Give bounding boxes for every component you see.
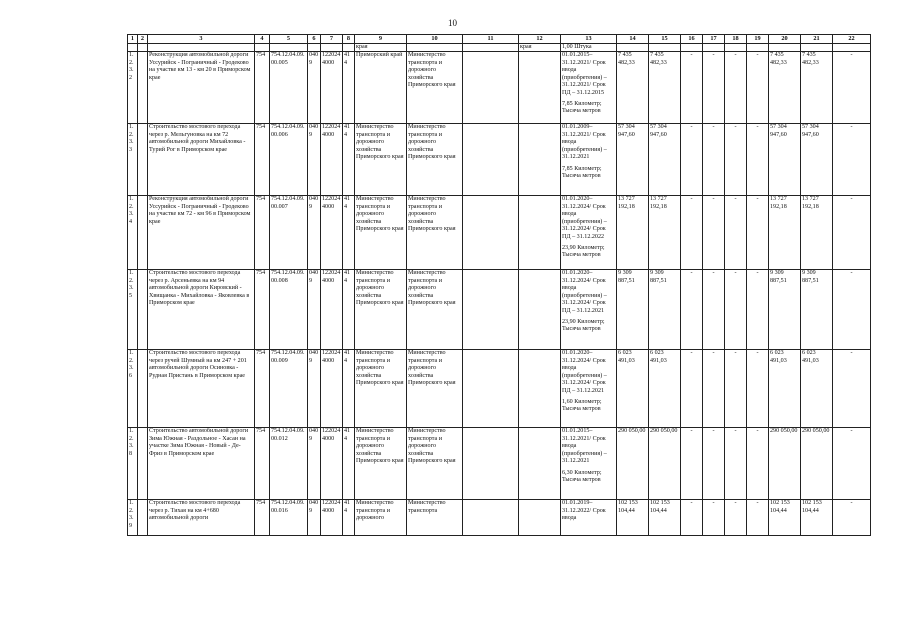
dates-capacity-cell xyxy=(561,428,617,500)
expense-type-code: 414 xyxy=(343,270,355,350)
column-header: 16 xyxy=(681,35,703,44)
row-number: 1.2.3.6 xyxy=(128,350,138,428)
target-article-code: 754.12.04.09.00.005 xyxy=(270,52,308,124)
column-header: 17 xyxy=(703,35,725,44)
carry-capacity: 1,00 Штука xyxy=(561,44,617,52)
object-name: Строительство мостового перехода через ручей Шумный на км 247 + 201 автомобильной дороги Осиновка - Рудная Пристань в Приморском крае xyxy=(148,350,255,428)
customer-name: Министерство транспорта и дорожного хозяйства Приморского края xyxy=(355,124,407,196)
customer-name: Приморский край xyxy=(355,52,407,124)
year-amount: 13 727 192,18 xyxy=(801,196,833,270)
row-number: 1.2.3.4 xyxy=(128,196,138,270)
empty-cell xyxy=(463,196,519,270)
column-header: 18 xyxy=(725,35,747,44)
total-amount: 57 304 947,60 xyxy=(769,124,801,196)
column-header: 9 xyxy=(355,35,407,44)
empty-amount: - xyxy=(725,428,747,500)
empty-amount: - xyxy=(833,428,871,500)
expense-type-code: 414 xyxy=(343,124,355,196)
empty-amount: - xyxy=(681,196,703,270)
empty-amount: - xyxy=(747,428,769,500)
empty-amount: - xyxy=(681,428,703,500)
expense-type-code: 414 xyxy=(343,350,355,428)
column-header: 4 xyxy=(255,35,270,44)
empty-amount: - xyxy=(703,428,725,500)
implementation-dates: 01.01.2019–31.12.2022/ Срок ввода xyxy=(562,500,606,522)
estimated-cost: 57 304 947,60 xyxy=(617,124,649,196)
row-number-spill xyxy=(138,428,148,500)
row-number: 1.2.3.9 xyxy=(128,500,138,536)
row-number: 1.2.3.2 xyxy=(128,52,138,124)
capacity-value: 23,90 Километр; Тысяча метров xyxy=(562,244,605,259)
empty-amount: - xyxy=(747,500,769,536)
row-number-spill xyxy=(138,500,148,536)
row-number: 1.2.3.5 xyxy=(128,270,138,350)
total-amount: 290 050,00 xyxy=(769,428,801,500)
customer-name: Министерство транспорта и дорожного хозяйства Приморского края xyxy=(355,350,407,428)
column-header: 5 xyxy=(270,35,308,44)
empty-amount: - xyxy=(725,350,747,428)
column-header: 19 xyxy=(747,35,769,44)
page-number: 10 xyxy=(448,18,457,28)
object-name: Строительство мостового перехода через р. Арсеньевка на км 94 автомобильной дороги Кировский - Хвищанка - Михайловка - Яковлевка в Приморском крае xyxy=(148,270,255,350)
total-amount: 102 153 104,44 xyxy=(769,500,801,536)
empty-cell xyxy=(463,52,519,124)
empty-cell xyxy=(519,124,561,196)
customer-name: Министерство транспорта и дорожного хозяйства Приморского края xyxy=(355,196,407,270)
section-code: 0409 xyxy=(308,500,321,536)
grbs-code: 754 xyxy=(255,270,270,350)
classifier-code: 1220244000 xyxy=(321,350,343,428)
total-amount: 7 435 482,33 xyxy=(769,52,801,124)
object-name: Реконструкция автомобильной дороги Уссурийск - Пограничный - Гродеково на участке км 13 - км 20 в Приморском крае xyxy=(148,52,255,124)
developer-name: Министерство транспорта и дорожного хозяйства Приморского края xyxy=(407,270,463,350)
column-header: 11 xyxy=(463,35,519,44)
table-row xyxy=(128,52,871,124)
empty-cell xyxy=(463,350,519,428)
customer-name: Министерство транспорта и дорожного xyxy=(355,500,407,536)
funding-amount: 6 023 491,03 xyxy=(649,350,681,428)
object-name: Строительство мостового перехода через р. Тихая на км 4+680 автомобильной дороги xyxy=(148,500,255,536)
developer-name: Министерство транспорта и дорожного хозяйства Приморского края xyxy=(407,196,463,270)
year-amount: 57 304 947,60 xyxy=(801,124,833,196)
implementation-dates: 01.01.2015–31.12.2021/ Срок ввода (приобретения) – 31.12.2021 xyxy=(562,428,607,465)
column-header: 6 xyxy=(308,35,321,44)
expense-type-code: 414 xyxy=(343,52,355,124)
row-number-spill xyxy=(138,124,148,196)
empty-cell xyxy=(463,270,519,350)
total-amount: 6 023 491,03 xyxy=(769,350,801,428)
classifier-code: 1220244000 xyxy=(321,270,343,350)
grbs-code: 754 xyxy=(255,196,270,270)
table-row xyxy=(128,270,871,350)
implementation-dates: 01.01.2020–31.12.2024/ Срок ввода (приобретения) – 31.12.2024/ Срок ПД – 31.12.2021 xyxy=(562,350,607,394)
row-number-spill xyxy=(138,270,148,350)
dates-capacity-cell xyxy=(561,52,617,124)
customer-name: Министерство транспорта и дорожного хозяйства Приморского края xyxy=(355,428,407,500)
implementation-dates: 01.01.2020–31.12.2024/ Срок ввода (приобретения) – 31.12.2024/ Срок ПД – 31.12.2021 xyxy=(562,270,607,314)
target-article-code: 754.12.04.09.00.008 xyxy=(270,270,308,350)
funding-amount: 57 304 947,60 xyxy=(649,124,681,196)
empty-amount: - xyxy=(833,270,871,350)
capacity-value: 23,90 Километр; Тысяча метров xyxy=(562,318,605,333)
estimated-cost: 102 153 104,44 xyxy=(617,500,649,536)
column-header: 2 xyxy=(138,35,148,44)
dates-capacity-cell xyxy=(561,270,617,350)
column-header: 3 xyxy=(148,35,255,44)
funding-amount: 9 309 887,51 xyxy=(649,270,681,350)
capacity-value: 6,30 Километр; Тысяча метров xyxy=(562,469,602,483)
funding-amount: 13 727 192,18 xyxy=(649,196,681,270)
empty-amount: - xyxy=(703,270,725,350)
classifier-code: 1220244000 xyxy=(321,124,343,196)
dates-capacity-cell xyxy=(561,124,617,196)
column-header: 15 xyxy=(649,35,681,44)
empty-amount: - xyxy=(703,500,725,536)
row-number: 1.2.3.8 xyxy=(128,428,138,500)
target-article-code: 754.12.04.09.00.009 xyxy=(270,350,308,428)
row-number-spill xyxy=(138,196,148,270)
empty-amount: - xyxy=(833,500,871,536)
year-amount: 7 435 482,33 xyxy=(801,52,833,124)
estimated-cost: 290 050,00 xyxy=(617,428,649,500)
classifier-code: 1220244000 xyxy=(321,196,343,270)
section-code: 0409 xyxy=(308,196,321,270)
empty-amount: - xyxy=(703,52,725,124)
total-amount: 9 309 887,51 xyxy=(769,270,801,350)
year-amount: 6 023 491,03 xyxy=(801,350,833,428)
empty-amount: - xyxy=(747,270,769,350)
column-header: 22 xyxy=(833,35,871,44)
implementation-dates: 01.01.2009–31.12.2021/ Срок ввода (приобретения) – 31.12.2021 xyxy=(562,124,607,161)
year-amount: 290 050,00 xyxy=(801,428,833,500)
capacity-value: 7,85 Километр; Тысяча метров xyxy=(562,100,602,115)
classifier-code: 1220244000 xyxy=(321,500,343,536)
empty-amount: - xyxy=(681,500,703,536)
year-amount: 9 309 887,51 xyxy=(801,270,833,350)
empty-amount: - xyxy=(725,124,747,196)
object-name: Реконструкция автомобильной дороги Уссурийск - Пограничный - Гродеково на участке км 72 - км 96 в Приморском крае xyxy=(148,196,255,270)
empty-cell xyxy=(463,428,519,500)
expense-type-code: 414 xyxy=(343,196,355,270)
empty-cell xyxy=(519,270,561,350)
year-amount: 102 153 104,44 xyxy=(801,500,833,536)
funding-amount: 7 435 482,33 xyxy=(649,52,681,124)
table-row xyxy=(128,428,871,500)
column-header: 1 xyxy=(128,35,138,44)
classifier-code: 1220244000 xyxy=(321,428,343,500)
row-number-spill xyxy=(138,52,148,124)
empty-amount: - xyxy=(725,500,747,536)
section-code: 0409 xyxy=(308,52,321,124)
column-header: 12 xyxy=(519,35,561,44)
developer-name: Министерство транспорта и дорожного хозяйства Приморского края xyxy=(407,428,463,500)
developer-name: Министерство транспорта и дорожного хозяйства Приморского края xyxy=(407,350,463,428)
object-name: Строительство автомобильной дороги Зима Южная - Раздольное - Хасан на участке Зима Южная - Новый - Де-Фриз в Приморском крае xyxy=(148,428,255,500)
empty-cell xyxy=(519,500,561,536)
section-code: 0409 xyxy=(308,270,321,350)
estimated-cost: 6 023 491,03 xyxy=(617,350,649,428)
empty-amount: - xyxy=(833,124,871,196)
empty-cell xyxy=(463,500,519,536)
empty-amount: - xyxy=(681,270,703,350)
carry-over-row xyxy=(128,44,871,52)
customer-name: Министерство транспорта и дорожного хозяйства Приморского края xyxy=(355,270,407,350)
empty-amount: - xyxy=(725,270,747,350)
table-row xyxy=(128,350,871,428)
header-row xyxy=(128,35,871,44)
empty-amount: - xyxy=(747,124,769,196)
empty-cell xyxy=(519,52,561,124)
grbs-code: 754 xyxy=(255,52,270,124)
empty-amount: - xyxy=(747,350,769,428)
empty-amount: - xyxy=(703,350,725,428)
empty-amount: - xyxy=(681,124,703,196)
empty-cell xyxy=(463,124,519,196)
target-article-code: 754.12.04.09.00.012 xyxy=(270,428,308,500)
section-code: 0409 xyxy=(308,124,321,196)
grbs-code: 754 xyxy=(255,500,270,536)
implementation-dates: 01.01.2020–31.12.2024/ Срок ввода (приобретения) – 31.12.2024/ Срок ПД – 31.12.2022 xyxy=(562,196,607,240)
empty-amount: - xyxy=(747,52,769,124)
empty-cell xyxy=(519,428,561,500)
empty-amount: - xyxy=(725,52,747,124)
object-name: Строительство мостового перехода через р. Мельгуновка на км 72 автомобильной дороги Михайловка - Турий Рог в Приморском крае xyxy=(148,124,255,196)
column-header: 14 xyxy=(617,35,649,44)
total-amount: 13 727 192,18 xyxy=(769,196,801,270)
section-code: 0409 xyxy=(308,428,321,500)
column-header: 21 xyxy=(801,35,833,44)
developer-name: Министерство транспорта и дорожного хозяйства Приморского края xyxy=(407,124,463,196)
dates-capacity-cell xyxy=(561,350,617,428)
funding-amount: 290 050,00 xyxy=(649,428,681,500)
column-header: 13 xyxy=(561,35,617,44)
funding-amount: 102 153 104,44 xyxy=(649,500,681,536)
dates-capacity-cell xyxy=(561,196,617,270)
empty-amount: - xyxy=(703,124,725,196)
column-header: 10 xyxy=(407,35,463,44)
grbs-code: 754 xyxy=(255,124,270,196)
dates-capacity-cell xyxy=(561,500,617,536)
empty-amount: - xyxy=(833,350,871,428)
table-row xyxy=(128,196,871,270)
developer-name: Министерство транспорта xyxy=(407,500,463,536)
section-code: 0409 xyxy=(308,350,321,428)
empty-amount: - xyxy=(681,52,703,124)
empty-amount: - xyxy=(747,196,769,270)
implementation-dates: 01.01.2015–31.12.2021/ Срок ввода (приобретения) – 31.12.2021/ Срок ПД – 31.12.2015 xyxy=(562,52,607,96)
register-table xyxy=(127,34,871,536)
empty-amount: - xyxy=(833,52,871,124)
estimated-cost: 7 435 482,33 xyxy=(617,52,649,124)
empty-amount: - xyxy=(703,196,725,270)
column-header: 8 xyxy=(343,35,355,44)
estimated-cost: 9 309 887,51 xyxy=(617,270,649,350)
empty-amount: - xyxy=(833,196,871,270)
table-row xyxy=(128,124,871,196)
estimated-cost: 13 727 192,18 xyxy=(617,196,649,270)
capacity-value: 1,60 Километр; Тысяча метров xyxy=(562,398,602,413)
carry-region: края xyxy=(519,44,561,52)
capacity-value: 7,85 Километр; Тысяча метров xyxy=(562,165,602,179)
expense-type-code: 414 xyxy=(343,428,355,500)
empty-amount: - xyxy=(725,196,747,270)
row-number: 1.2.3.3 xyxy=(128,124,138,196)
developer-name: Министерство транспорта и дорожного хозяйства Приморского края xyxy=(407,52,463,124)
grbs-code: 754 xyxy=(255,428,270,500)
column-header: 7 xyxy=(321,35,343,44)
target-article-code: 754.12.04.09.00.006 xyxy=(270,124,308,196)
empty-cell xyxy=(519,350,561,428)
target-article-code: 754.12.04.09.00.007 xyxy=(270,196,308,270)
row-number-spill xyxy=(138,350,148,428)
column-header: 20 xyxy=(769,35,801,44)
empty-amount: - xyxy=(681,350,703,428)
table-row xyxy=(128,500,871,536)
classifier-code: 1220244000 xyxy=(321,52,343,124)
grbs-code: 754 xyxy=(255,350,270,428)
empty-cell xyxy=(519,196,561,270)
expense-type-code: 414 xyxy=(343,500,355,536)
carry-customer: края xyxy=(355,44,407,52)
target-article-code: 754.12.04.09.00.016 xyxy=(270,500,308,536)
